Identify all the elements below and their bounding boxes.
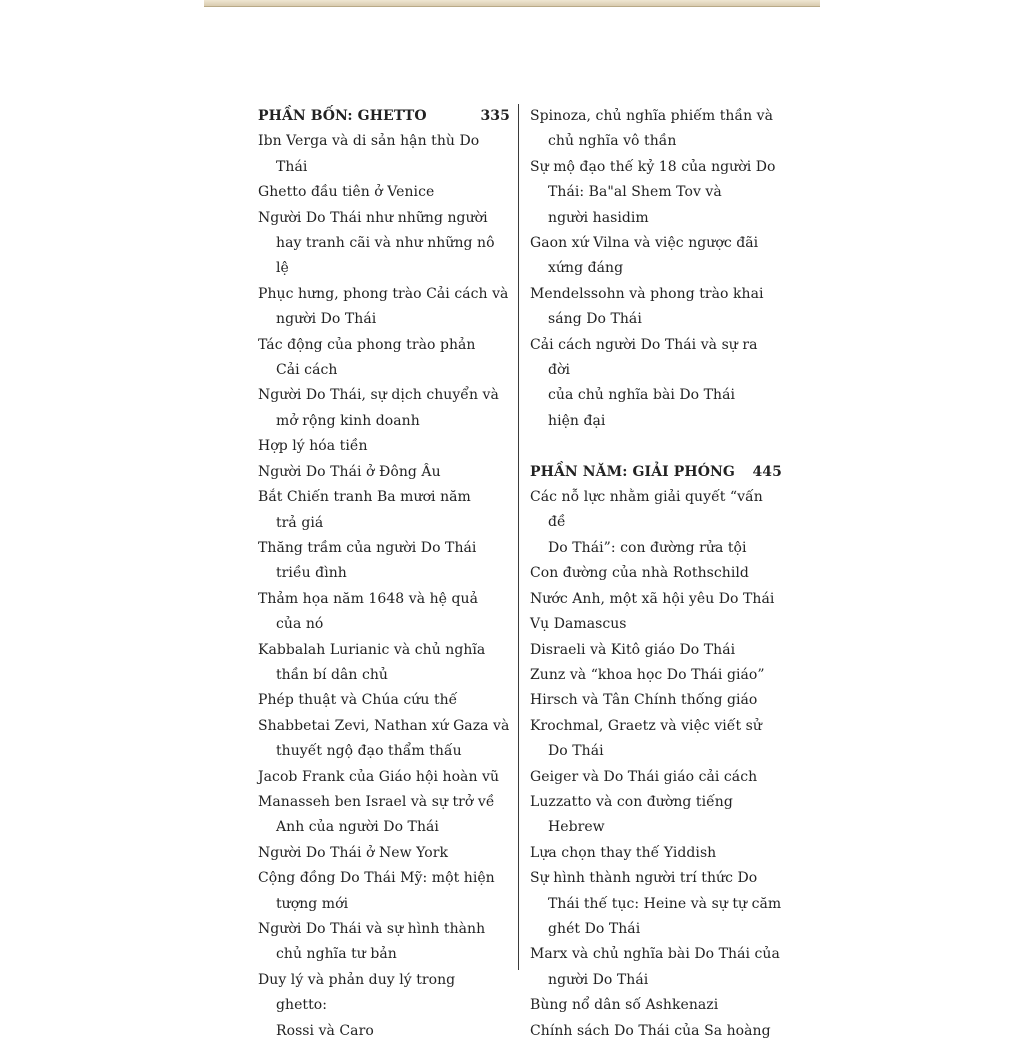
toc-entry: Ghetto đầu tiên ở Venice — [258, 184, 435, 201]
toc-entry: Duy lý và phản duy lý trong ghetto: Rossi và Caro — [258, 971, 456, 1039]
toc-entry: Disraeli và Kitô giáo Do Thái — [530, 641, 736, 658]
toc-entry: Cải cách người Do Thái và sự ra đời của chủ nghĩa bài Do Thái hiện đại — [530, 336, 758, 429]
toc-entry: Vụ Damascus — [530, 616, 627, 633]
toc-entry: Người Do Thái, sự dịch chuyển và mở rộng kinh doanh — [258, 387, 499, 429]
toc-entry: Geiger và Do Thái giáo cải cách — [530, 768, 758, 785]
toc-entry: Người Do Thái ở Đông Âu — [258, 463, 441, 480]
toc-entry: Ibn Verga và di sản hận thù Do Thái — [258, 133, 480, 175]
section-title: PHẦN NĂM: GIẢI PHÓNG — [530, 463, 735, 480]
toc-entry: Luzzatto và con đường tiếng Hebrew — [530, 793, 733, 836]
section-heading-part-five — [530, 460, 782, 485]
toc-entry: Sự mộ đạo thế kỷ 18 của người Do Thái: Ba"al Shem Tov và người hasidim — [530, 158, 776, 226]
toc-left-column — [258, 104, 510, 1044]
toc-entry: Bùng nổ dân số Ashkenazi — [530, 997, 719, 1014]
page-top-edge — [204, 0, 820, 7]
toc-entry: Spinoza, chủ nghĩa phiếm thần và chủ nghĩa vô thần — [530, 108, 774, 150]
toc-entry: Kabbalah Lurianic và chủ nghĩa thần bí dân chủ — [258, 641, 486, 683]
section-page-number: 335 — [480, 108, 510, 124]
toc-entry: Hirsch và Tân Chính thống giáo — [530, 692, 758, 709]
toc-entry: Manasseh ben Israel và sự trở về Anh của người Do Thái — [258, 793, 495, 836]
toc-entry: Tác động của phong trào phản Cải cách — [258, 336, 476, 379]
toc-entry: Phép thuật và Chúa cứu thế — [258, 692, 458, 709]
toc-right-column — [530, 104, 782, 1044]
column-divider — [518, 104, 519, 970]
toc-entry: Các nỗ lực nhằm giải quyết “vấn đề Do Thái”: con đường rửa tội — [530, 489, 763, 556]
toc-entry: Zunz và “khoa học Do Thái giáo” — [530, 666, 765, 683]
toc-entry: Gaon xứ Vilna và việc ngược đãi xứng đáng — [530, 235, 759, 277]
toc-entry: Chính sách Do Thái của Sa hoàng — [530, 1022, 771, 1039]
toc-entry: Thăng trầm của người Do Thái triều đình — [258, 539, 477, 582]
section-title: PHẦN BỐN: GHETTO — [258, 108, 427, 124]
toc-entry: Người Do Thái ở New York — [258, 844, 448, 861]
toc-entry: Sự hình thành người trí thức Do Thái thế tục: Heine và sự tự căm ghét Do Thái — [530, 870, 782, 937]
toc-entry: Marx và chủ nghĩa bài Do Thái của người Do Thái — [530, 946, 780, 988]
section-heading-part-four — [258, 104, 510, 129]
toc-entry: Nước Anh, một xã hội yêu Do Thái — [530, 590, 775, 607]
toc-entry: Người Do Thái như những người hay tranh cãi và như những nô lệ — [258, 209, 495, 277]
toc-entry: Phục hưng, phong trào Cải cách và người Do Thái — [258, 285, 509, 328]
toc-entry: Bắt Chiến tranh Ba mươi năm trả giá — [258, 489, 471, 531]
toc-entry: Shabbetai Zevi, Nathan xứ Gaza và thuyết ngộ đạo thẩm thấu — [258, 717, 510, 760]
toc-entry: Con đường của nhà Rothschild — [530, 565, 749, 582]
toc-entry: Krochmal, Graetz và việc viết sử Do Thái — [530, 717, 762, 760]
section-page-number: 445 — [752, 463, 782, 480]
toc-entry: Mendelssohn và phong trào khai sáng Do Thái — [530, 285, 764, 328]
toc-entry: Người Do Thái và sự hình thành chủ nghĩa tư bản — [258, 921, 486, 963]
toc-entry: Lựa chọn thay thế Yiddish — [530, 844, 717, 861]
toc-entry: Thảm họa năm 1648 và hệ quả của nó — [258, 590, 478, 633]
toc-entry: Jacob Frank của Giáo hội hoàn vũ — [258, 768, 500, 785]
toc-entry: Cộng đồng Do Thái Mỹ: một hiện tượng mới — [258, 870, 495, 912]
toc-entry: Hợp lý hóa tiền — [258, 438, 368, 455]
